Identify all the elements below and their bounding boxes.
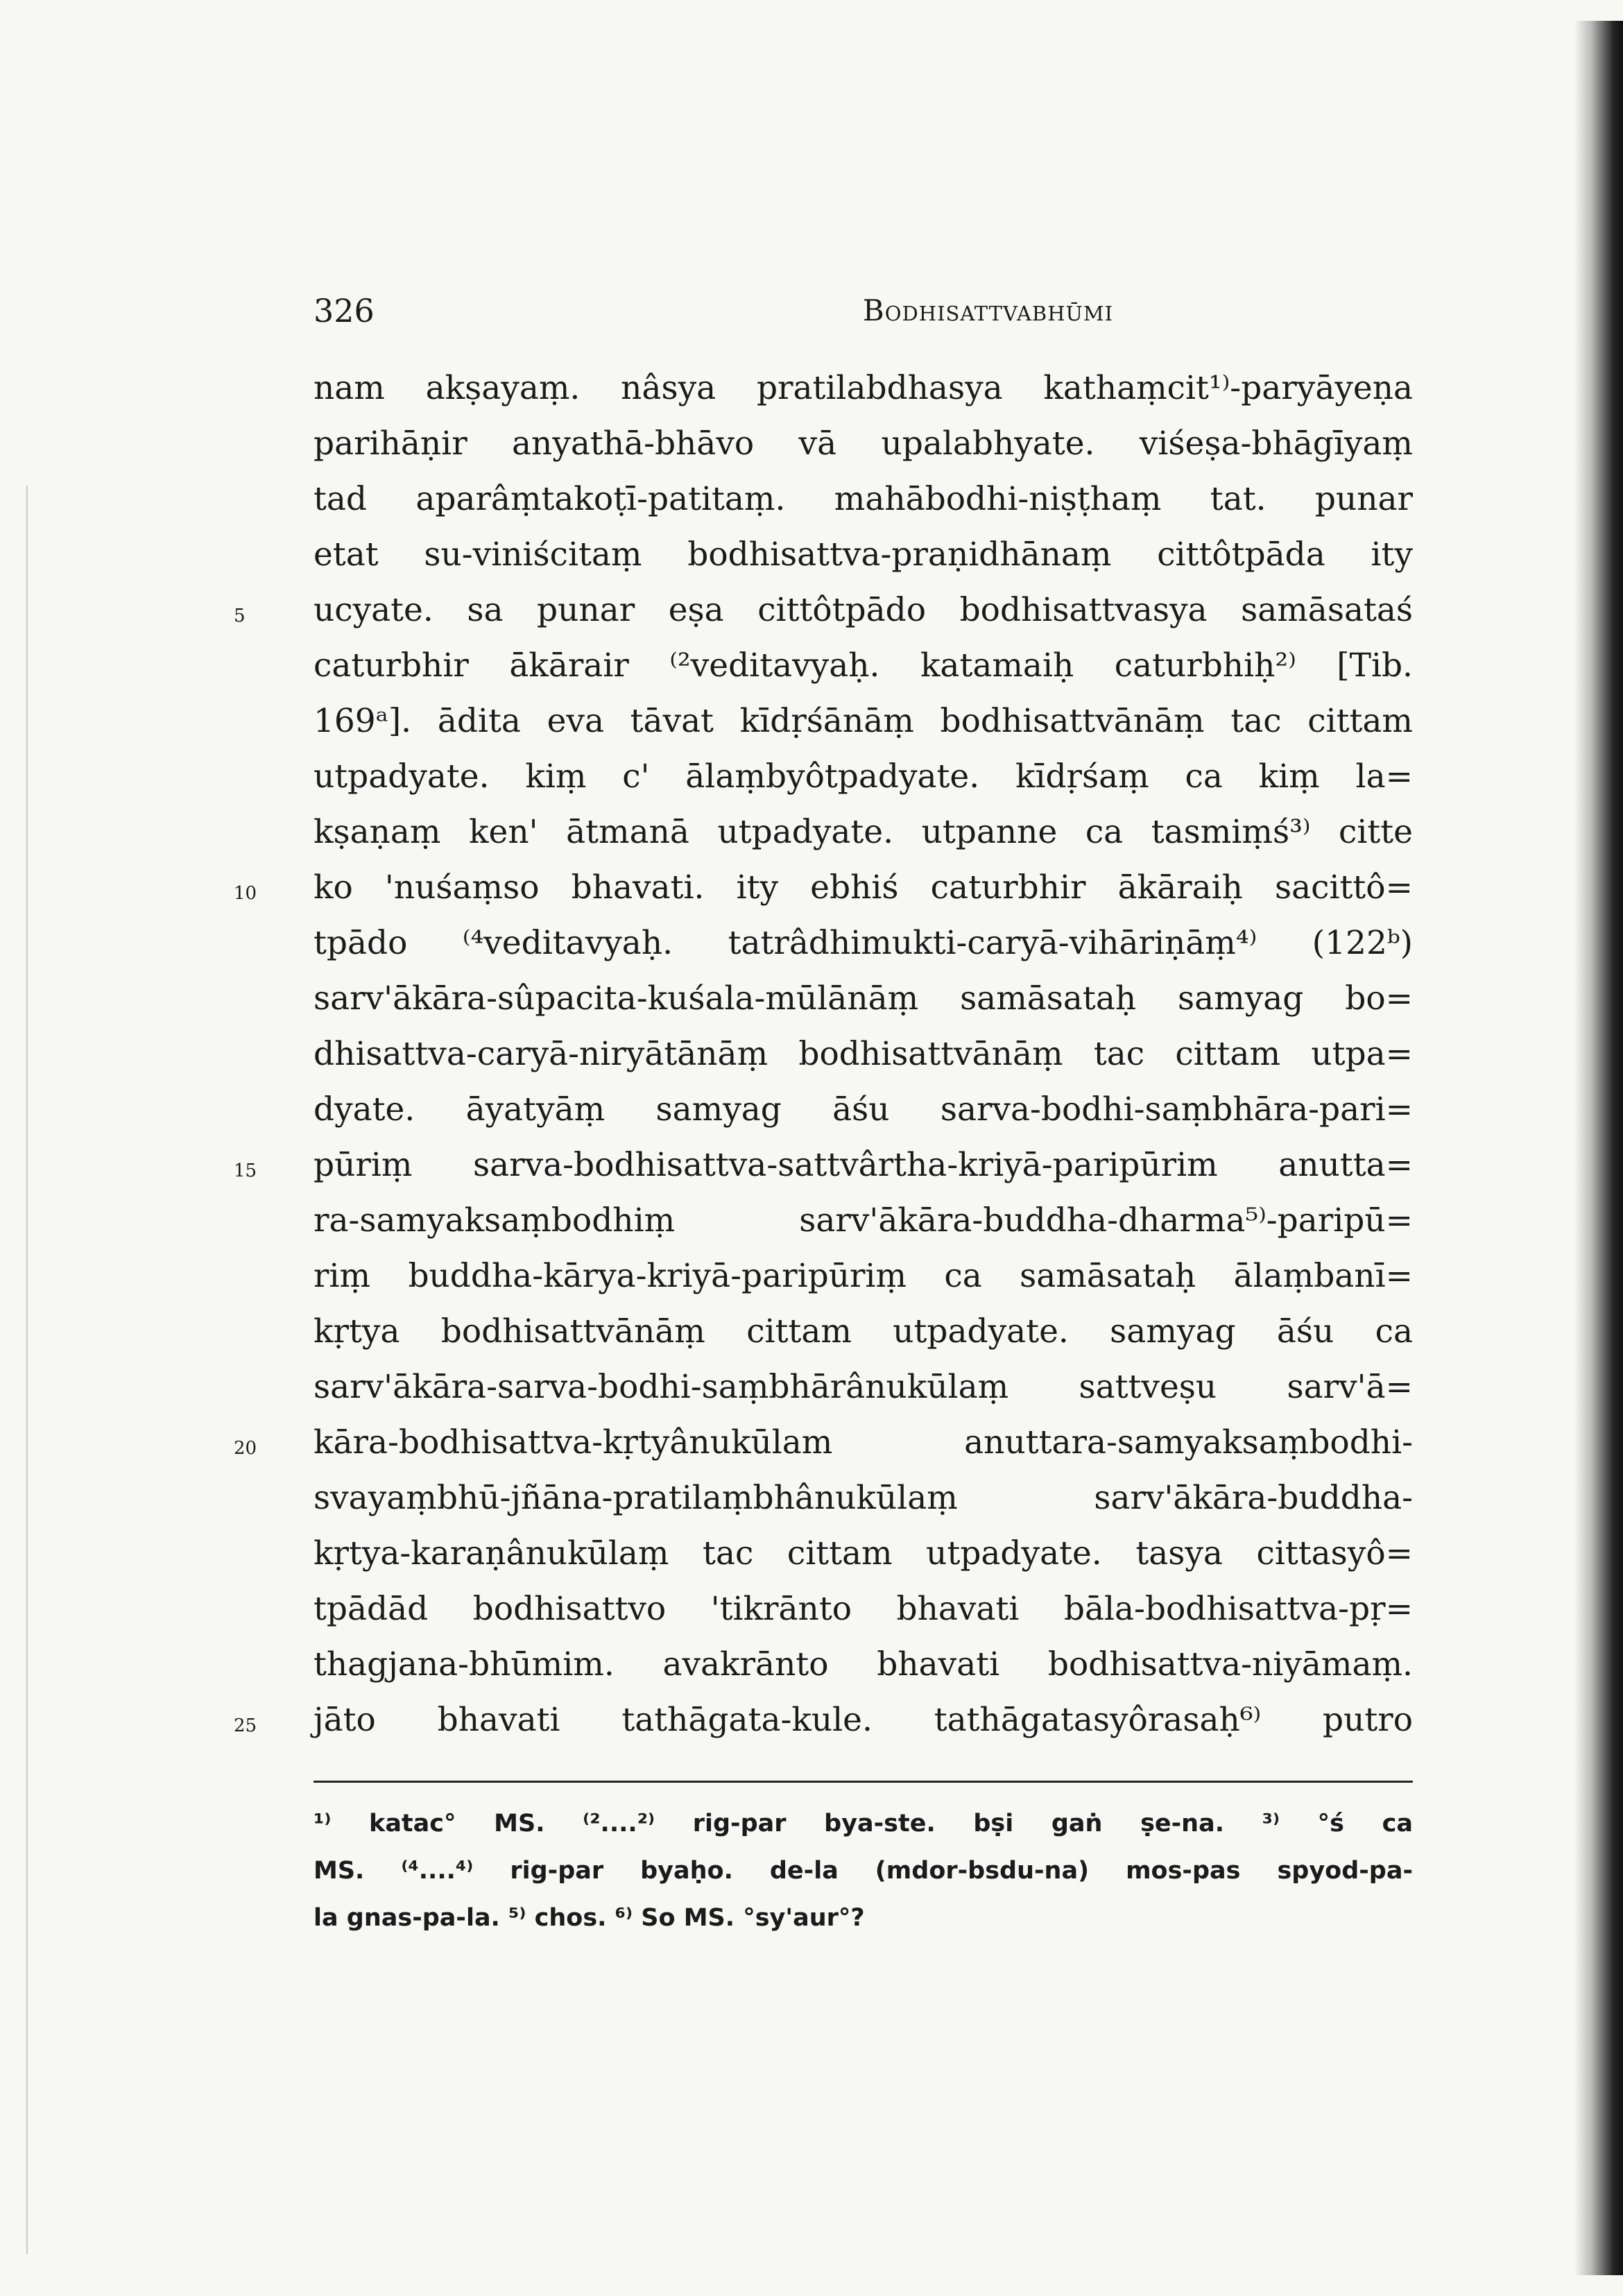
text-line <box>314 1360 1413 1415</box>
text-line <box>234 1693 1413 1748</box>
line-text: kṣaṇaṃ ken' ātmanā utpadyate. utpanne ca tasmiṃś³⁾ citte <box>314 813 1413 851</box>
page-header <box>314 290 1413 332</box>
footnote-line: ¹⁾ katac° MS. ⁽²....²⁾ rig-par bya-ste. bṣi gaṅ ṣe-na. ³⁾ °ś ca <box>314 1810 1413 1837</box>
line-text: utpadyate. kiṃ c' ālaṃbyôtpadyate. kīdṛśaṃ ca kiṃ la= <box>314 757 1413 796</box>
text-line <box>314 1526 1413 1582</box>
text-line <box>234 583 1413 638</box>
line-number: 10 <box>234 883 257 904</box>
line-text: parihāṇir anyathā-bhāvo vā upalabhyate. viśeṣa-bhāgīyaṃ <box>314 425 1413 463</box>
text-line <box>314 1249 1413 1304</box>
text-line <box>314 638 1413 694</box>
page-number: 326 <box>314 292 375 329</box>
footnote-line: MS. ⁽⁴....⁴⁾ rig-par byaḥo. de-la (mdor-bsdu-na) mos-pas spyod-pa- <box>314 1857 1413 1885</box>
text-line <box>314 805 1413 860</box>
line-text: pūriṃ sarva-bodhisattva-sattvârtha-kriyā-paripūrim anutta= <box>314 1146 1413 1184</box>
line-text: tad aparâṃtakoṭī-patitaṃ. mahābodhi-niṣṭhaṃ tat. punar <box>314 480 1413 518</box>
footnotes <box>314 1800 1413 1942</box>
line-text: sarv'ākāra-sarva-bodhi-saṃbhārânukūlaṃ sattveṣu sarv'ā= <box>314 1368 1413 1406</box>
scan-page-edge-shadow <box>1574 21 1623 2275</box>
line-text: kṛtya-karaṇânukūlaṃ tac cittam utpadyate. tasya cittasyô= <box>314 1534 1413 1573</box>
text-line <box>314 1637 1413 1693</box>
line-text: riṃ buddha-kārya-kriyā-paripūriṃ ca samāsataḥ ālaṃbanī= <box>314 1257 1413 1295</box>
text-line <box>314 749 1413 805</box>
line-text: dhisattva-caryā-niryātānāṃ bodhisattvānāṃ tac cittam utpa= <box>314 1035 1413 1073</box>
text-line <box>314 416 1413 472</box>
text-line <box>314 916 1413 971</box>
text-line <box>314 1193 1413 1249</box>
text-line <box>314 694 1413 749</box>
line-text: nam akṣayaṃ. nâsya pratilabdhasya kathaṃcit¹⁾-paryāyeṇa <box>314 369 1413 407</box>
line-text: ra-samyaksaṃbodhiṃ sarv'ākāra-buddha-dharma⁵⁾-paripū= <box>314 1201 1413 1240</box>
text-line <box>314 1082 1413 1138</box>
scan-left-margin-mark <box>26 486 28 2254</box>
footnote-rule <box>314 1781 1413 1783</box>
line-text: ko 'nuśaṃso bhavati. ity ebhiś caturbhir ākāraiḥ sacittô= <box>314 868 1413 907</box>
line-number: 5 <box>234 606 246 626</box>
text-line <box>314 1304 1413 1360</box>
line-text: jāto bhavati tathāgata-kule. tathāgatasyôrasaḥ⁶⁾ putro <box>314 1701 1413 1739</box>
text-line <box>234 1138 1413 1193</box>
line-text: kṛtya bodhisattvānāṃ cittam utpadyate. samyag āśu ca <box>314 1312 1413 1351</box>
line-text: caturbhir ākārair ⁽²veditavyaḥ. katamaiḥ caturbhiḥ²⁾ [Tib. <box>314 646 1413 685</box>
line-text: 169ᵃ]. ādita eva tāvat kīdṛśānāṃ bodhisattvānāṃ tac cittam <box>314 702 1413 740</box>
text-line <box>314 1027 1413 1082</box>
line-text: dyate. āyatyāṃ samyag āśu sarva-bodhi-saṃbhāra-pari= <box>314 1090 1413 1129</box>
text-line <box>314 1582 1413 1637</box>
line-text: svayaṃbhū-jñāna-pratilaṃbhânukūlaṃ sarv'ākāra-buddha- <box>314 1479 1413 1517</box>
line-text: ucyate. sa punar eṣa cittôtpādo bodhisattvasya samāsataś <box>314 591 1413 629</box>
text-line <box>314 361 1413 416</box>
line-text: sarv'ākāra-sûpacita-kuśala-mūlānāṃ samāsataḥ samyag bo= <box>314 979 1413 1018</box>
text-line <box>314 527 1413 583</box>
running-title: Bodhisattvabhūmi <box>862 293 1114 327</box>
text-line <box>234 860 1413 916</box>
line-number: 25 <box>234 1715 257 1736</box>
text-line <box>314 1471 1413 1526</box>
line-text: tpādād bodhisattvo 'tikrānto bhavati bāla-bodhisattva-pṛ= <box>314 1590 1413 1628</box>
line-text: kāra-bodhisattva-kṛtyânukūlam anuttara-samyaksaṃbodhi- <box>314 1423 1413 1462</box>
text-line <box>314 472 1413 527</box>
line-number: 20 <box>234 1438 257 1459</box>
footnote-line: la gnas-pa-la. ⁵⁾ chos. ⁶⁾ So MS. °sy'aur°? <box>314 1904 865 1932</box>
line-text: etat su-viniścitaṃ bodhisattva-praṇidhānaṃ cittôtpāda ity <box>314 536 1413 574</box>
text-line <box>234 1415 1413 1471</box>
text-line <box>314 971 1413 1027</box>
main-text <box>234 361 1413 1748</box>
line-text: tpādo ⁽⁴veditavyaḥ. tatrâdhimukti-caryā-vihāriṇāṃ⁴⁾ (122ᵇ) <box>314 924 1413 962</box>
line-number: 15 <box>234 1160 257 1181</box>
line-text: thagjana-bhūmim. avakrānto bhavati bodhisattva-niyāmaṃ. <box>314 1645 1413 1684</box>
